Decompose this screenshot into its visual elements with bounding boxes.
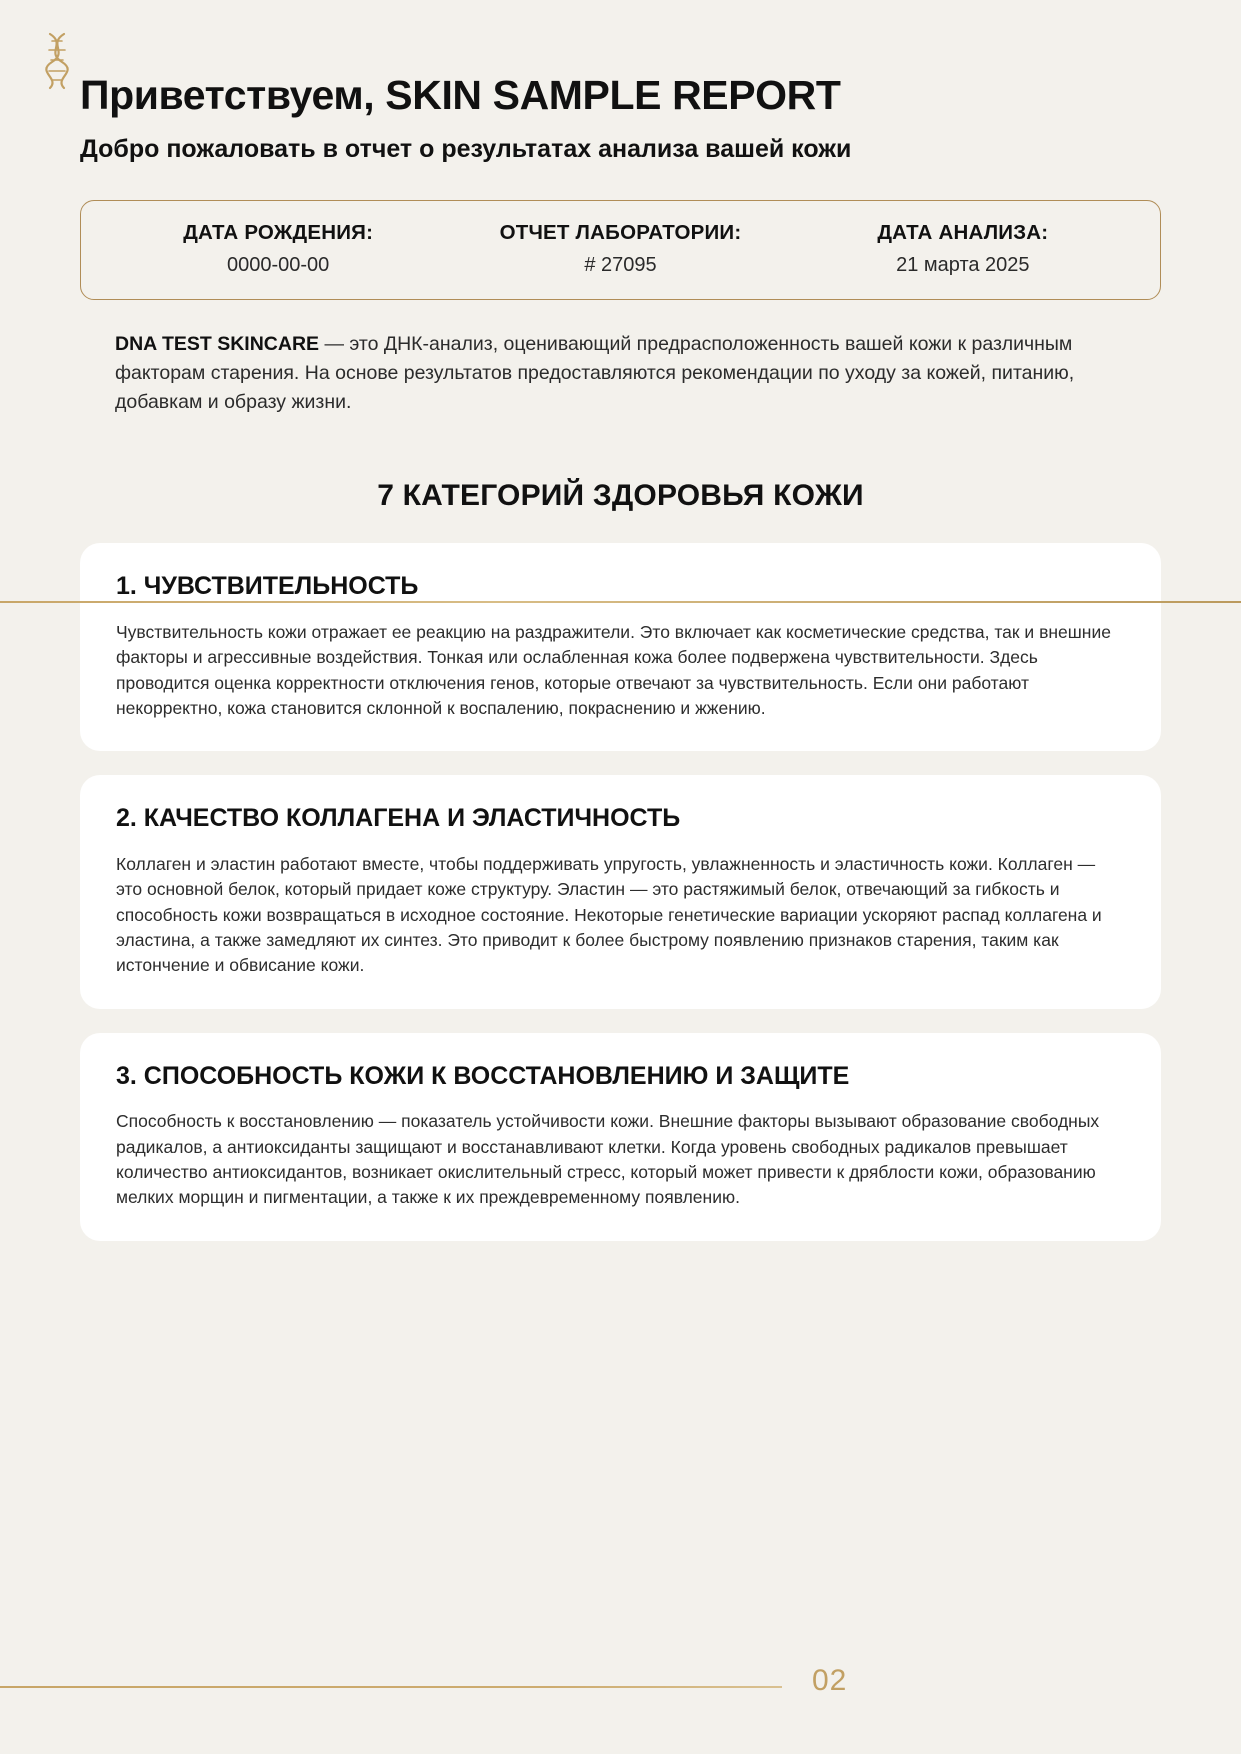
info-value-birthdate: 0000-00-00 (227, 253, 330, 276)
page-header (0, 0, 1241, 166)
category-card-list (0, 543, 1241, 1240)
category-card (80, 1033, 1161, 1241)
info-item-birthdate (107, 221, 449, 277)
info-value-lab-report: # 27095 (584, 253, 657, 276)
info-label-analysis-date: ДАТА АНАЛИЗА: (877, 220, 1049, 244)
page-number: 02 (812, 1664, 848, 1697)
intro-text: — это ДНК-анализ, оценивающий предрасположенность вашей кожи к различным факторам старения. На основе результатов предоставляются рекомендации по уходу за кожей, питанию, добавкам и образу жизни. (115, 332, 1075, 414)
info-item-analysis-date (792, 221, 1134, 277)
page-footer (0, 1634, 1241, 1754)
category-body: Чувствительность кожи отражает ее реакцию на раздражители. Это включает как косметические средства, так и внешние факторы и агрессивные воздействия. Тонкая или ослабленная кожа более подвержена чувствительности. Здесь проводится оценка корректности отключения генов, которые отвечают за чувствительность. Если они работают некорректно, кожа становится склонной к воспалению, покраснению и жжению. (116, 621, 1111, 719)
category-body: Способность к восстановлению — показатель устойчивости кожи. Внешние факторы вызывают образование свободных радикалов, а антиоксиданты защищают и восстанавливают клетки. Когда уровень свободных радикалов превышает количество антиоксидантов, возникает окислительный стресс, который может привести к дряблости кожи, образованию мелких морщин и пигментации, а также к их преждевременному появлению. (116, 1111, 1100, 1208)
info-label-birthdate: ДАТА РОЖДЕНИЯ: (183, 220, 374, 244)
gold-divider (0, 601, 1241, 603)
category-title: 3. СПОСОБНОСТЬ КОЖИ К ВОССТАНОВЛЕНИЮ И ЗАЩИТЕ (116, 1061, 850, 1090)
footer-divider (0, 1686, 782, 1688)
page-title: Приветствуем, SKIN SAMPLE REPORT (80, 72, 841, 118)
dna-helix-icon (40, 30, 74, 92)
info-label-lab-report: ОТЧЕТ ЛАБОРАТОРИИ: (499, 220, 742, 244)
page-subtitle: Добро пожаловать в отчет о результатах анализа вашей кожи (80, 135, 852, 164)
report-info-card (80, 200, 1161, 300)
info-value-analysis-date: 21 марта 2025 (896, 253, 1030, 276)
intro-lead: DNA TEST SKINCARE (115, 332, 320, 355)
section-title: 7 КАТЕГОРИЙ ЗДОРОВЬЯ КОЖИ (377, 479, 864, 513)
category-title: 1. ЧУВСТВИТЕЛЬНОСТЬ (116, 572, 419, 601)
intro-paragraph (115, 330, 1145, 418)
category-title: 2. КАЧЕСТВО КОЛЛАГЕНА И ЭЛАСТИЧНОСТЬ (116, 804, 681, 833)
category-card (80, 775, 1161, 1008)
info-item-lab-report (449, 221, 791, 277)
category-card (80, 543, 1161, 751)
category-body: Коллаген и эластин работают вместе, чтобы поддерживать упругость, увлажненность и эластичность кожи. Коллаген — это основной белок, который придает коже структуру. Эластин — это растяжимый белок, отвечающий за гибкость и способность кожи возвращаться в исходное состояние. Некоторые генетические вариации ускоряют распад коллагена и эластина, а также замедляют их синтез. Это приводит к более быстрому появлению признаков старения, таким как истончение и обвисание кожи. (116, 853, 1102, 976)
